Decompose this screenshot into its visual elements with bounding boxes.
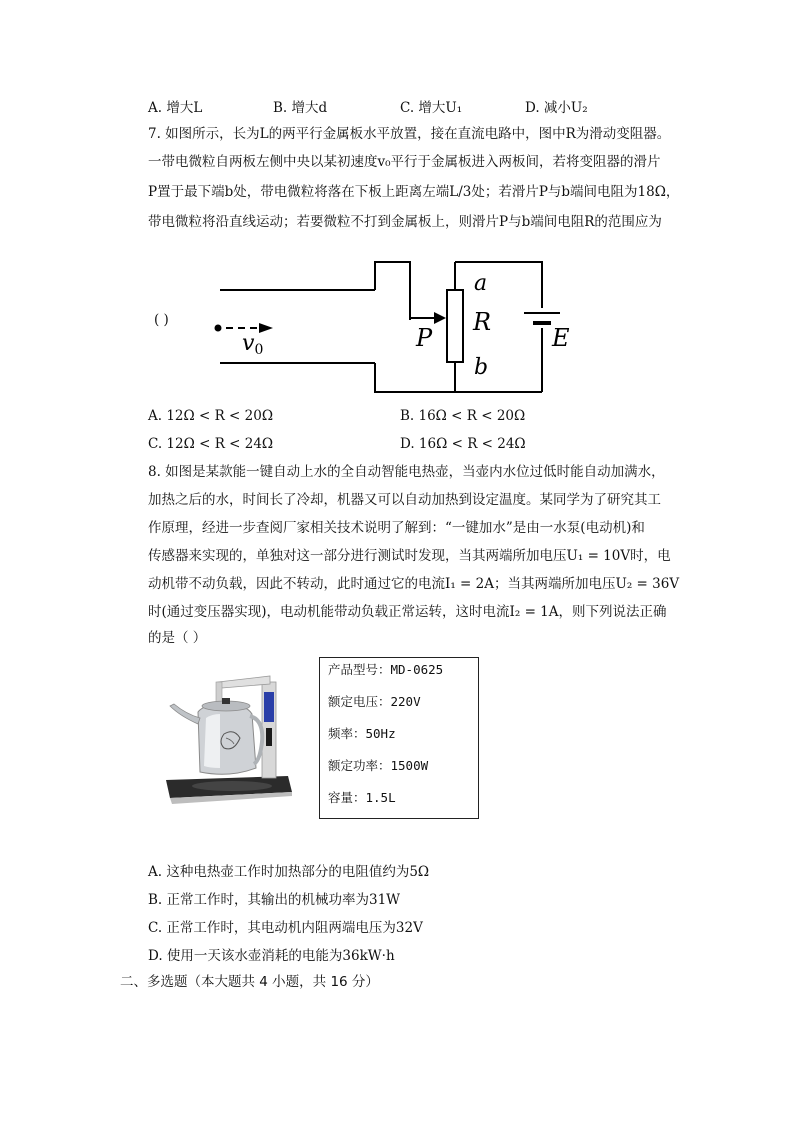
q8-option-d: D. 使用一天该水壶消耗的电能为36kW·h bbox=[148, 948, 395, 964]
q6-option-c: C. 增大U₁ bbox=[400, 100, 463, 116]
q8-line-2: 加热之后的水，时间长了冷却，机器又可以自动加热到设定温度。某同学为了研究其工 bbox=[148, 492, 661, 508]
q7-option-d: D. 16Ω < R < 24Ω bbox=[400, 436, 526, 452]
spec-rated-voltage: 额定电压：220V bbox=[328, 694, 421, 709]
R-label: R bbox=[473, 308, 492, 336]
wire-upper bbox=[375, 262, 410, 320]
q6-option-a: A. 增大L bbox=[148, 100, 203, 116]
spec-model: 产品型号：MD-0625 bbox=[328, 662, 444, 677]
q8-option-b: B. 正常工作时，其输出的机械功率为31W bbox=[148, 892, 401, 908]
v0-label: v0 bbox=[242, 331, 264, 358]
q8-line-3: 作原理，经进一步查阅厂家相关技术说明了解到：“一键加水”是由一水泵(电动机)和 bbox=[148, 520, 645, 536]
q8-line-7: 的是（ ） bbox=[148, 630, 207, 646]
q6-option-b: B. 增大d bbox=[273, 100, 328, 116]
a-label: a bbox=[474, 271, 488, 296]
b-label: b bbox=[474, 355, 489, 380]
q8-option-c: C. 正常工作时，其电动机内阻两端电压为32V bbox=[148, 920, 423, 936]
q7-line-3: P置于最下端b处，带电微粒将落在下板上距离左端L/3处；若滑片P与b端间电阻为18Ω， bbox=[148, 184, 680, 200]
q8-line-1: 8. 如图是某款能一键自动上水的全自动智能电热壶，当壶内水位过低时能自动加满水， bbox=[148, 464, 665, 480]
section-heading-multiple-choice: 二、多选题（本大题共 4 小题，共 16 分） bbox=[120, 974, 379, 990]
E-label: E bbox=[552, 324, 570, 352]
q7-option-c: C. 12Ω < R < 24Ω bbox=[148, 436, 274, 452]
resistor-R bbox=[447, 290, 463, 362]
q7-circuit-diagram bbox=[0, 0, 794, 420]
spec-rated-power: 额定功率：1500W bbox=[328, 758, 429, 773]
q7-line-1: 7. 如图所示，长为L的两平行金属板水平放置，接在直流电路中，图中R为滑动变阻器。 bbox=[148, 126, 671, 142]
velocity-arrow bbox=[259, 323, 273, 333]
spec-frequency: 频率：50Hz bbox=[328, 726, 396, 741]
q8-line-6: 时(通过变压器实现)，电动机能带动负载正常运转，这时电流I₂ = 1A，则下列说法正确 bbox=[148, 604, 667, 620]
q7-line-4: 带电微粒将沿直线运动；若要微粒不打到金属板上，则滑片P与b端间电阻R的范围应为 bbox=[148, 214, 662, 230]
wire-lower bbox=[375, 363, 542, 392]
q7-option-b: B. 16Ω < R < 20Ω bbox=[400, 408, 526, 424]
electric-kettle-image bbox=[160, 668, 300, 810]
q8-line-5: 动机带不动负载，因此不转动，此时通过它的电流I₁ = 2A；当其两端所加电压U₂ = 36V bbox=[148, 576, 680, 592]
slider-arrow bbox=[434, 312, 446, 324]
spec-capacity: 容量：1.5L bbox=[328, 790, 396, 805]
q7-line-2: 一带电微粒自两板左侧中央以某初速度v₀平行于金属板进入两板间，若将变阻器的滑片 bbox=[148, 154, 661, 170]
q7-answer-paren: ( ) bbox=[154, 312, 169, 328]
P-label: P bbox=[416, 324, 433, 352]
product-spec-box bbox=[319, 657, 479, 819]
q8-line-4: 传感器来实现的，单独对这一部分进行测试时发现，当其两端所加电压U₁ = 10V时，电 bbox=[148, 548, 671, 564]
q7-option-a: A. 12Ω < R < 20Ω bbox=[148, 408, 274, 424]
q6-option-d: D. 减小U₂ bbox=[525, 100, 588, 116]
particle-dot bbox=[215, 325, 222, 332]
q8-option-a: A. 这种电热壶工作时加热部分的电阻值约为5Ω bbox=[148, 864, 430, 880]
